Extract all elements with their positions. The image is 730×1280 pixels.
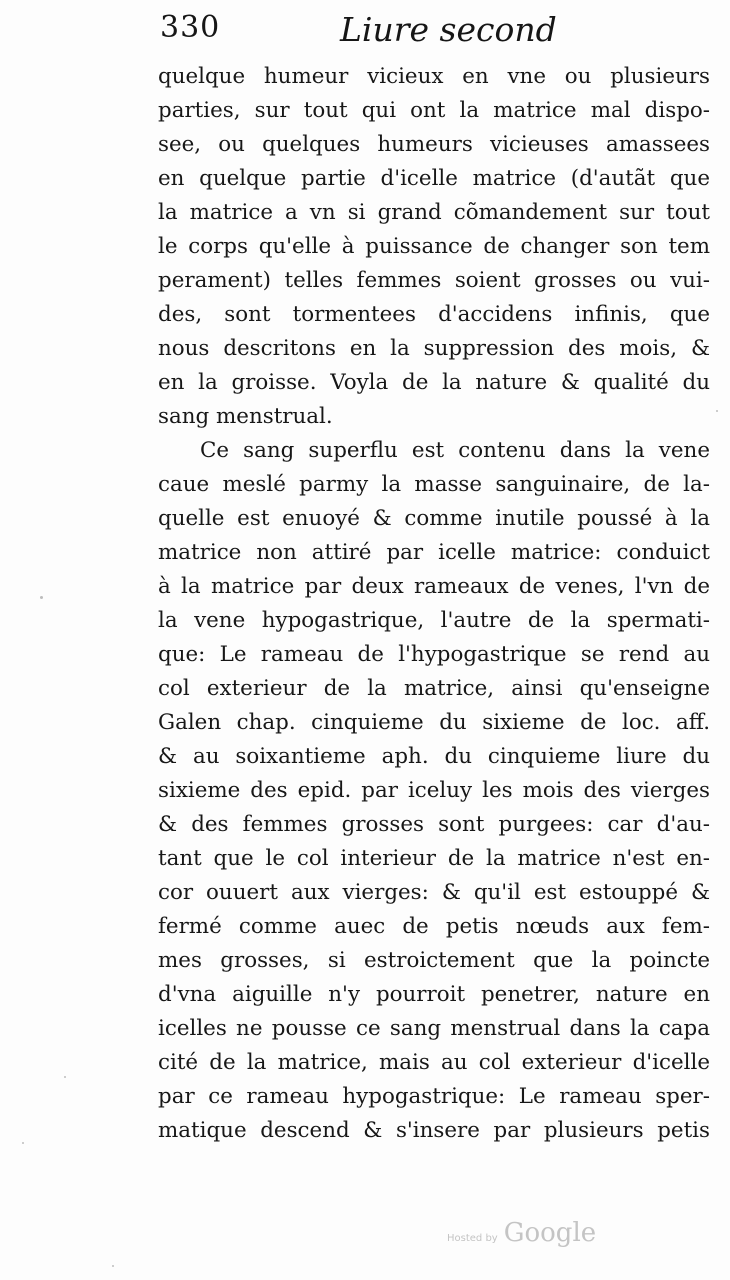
text-line: see, ou quelques humeurs vicieuses amassees xyxy=(158,132,710,157)
text-line: cor ouuert aux vierges: & qu'il est estouppé & xyxy=(158,880,710,905)
text-line: la vene hypogastrique, l'autre de la spermati- xyxy=(158,608,710,633)
text-line: col exterieur de la matrice, ainsi qu'enseigne xyxy=(158,676,710,701)
text-line: que: Le rameau de l'hypogastrique se rend au xyxy=(158,642,710,667)
scan-speck xyxy=(716,410,718,412)
text-line: d'vna aiguille n'y pourroit penetrer, nature en xyxy=(158,982,710,1007)
paragraph-end-line: sang menstrual. xyxy=(158,404,333,429)
scan-speck xyxy=(22,1142,24,1144)
hosted-by-label: Hosted by xyxy=(447,1233,498,1244)
text-line: quelle est enuoyé & comme inutile poussé à la xyxy=(158,506,710,531)
page-header xyxy=(160,10,710,54)
text-line: & au soixantieme aph. du cinquieme liure du xyxy=(158,744,710,769)
scan-speck xyxy=(40,596,43,599)
scan-speck xyxy=(112,1265,114,1267)
text-line: par ce rameau hypogastrique: Le rameau sper- xyxy=(158,1084,710,1109)
google-logo: Google xyxy=(503,1218,597,1248)
text-line: en la groisse. Voyla de la nature & qualité du xyxy=(158,370,710,395)
text-line: sixieme des epid. par iceluy les mois des vierges xyxy=(158,778,710,803)
paragraph-start-line: Ce sang superflu est contenu dans la vene xyxy=(200,438,710,463)
text-line: mes grosses, si estroictement que la poincte xyxy=(158,948,710,973)
text-line: des, sont tormentees d'accidens infinis, que xyxy=(158,302,710,327)
text-line: perament) telles femmes soient grosses ou vui- xyxy=(158,268,710,293)
page-number: 330 xyxy=(160,10,221,45)
text-line: en quelque partie d'icelle matrice (d'autãt que xyxy=(158,166,710,191)
text-line: icelles ne pousse ce sang menstrual dans la capa xyxy=(158,1016,710,1041)
scan-speck xyxy=(64,1076,66,1078)
text-line: tant que le col interieur de la matrice n'est en- xyxy=(158,846,710,871)
text-line: nous descritons en la suppression des mois, & xyxy=(158,336,710,361)
text-line: cité de la matrice, mais au col exterieur d'icelle xyxy=(158,1050,710,1075)
text-line: matrice non attiré par icelle matrice: conduict xyxy=(158,540,710,565)
text-line: fermé comme auec de petis nœuds aux fem- xyxy=(158,914,710,939)
text-line: parties, sur tout qui ont la matrice mal dispo- xyxy=(158,98,710,123)
text-line: matique descend & s'insere par plusieurs petis xyxy=(158,1118,710,1143)
body-text xyxy=(158,60,710,1148)
google-watermark xyxy=(447,1218,596,1252)
text-line: & des femmes grosses sont purgees: car d'au- xyxy=(158,812,710,837)
text-line: à la matrice par deux rameaux de venes, l'vn de xyxy=(158,574,710,599)
text-line: la matrice a vn si grand cõmandement sur tout xyxy=(158,200,710,225)
running-head: Liure second xyxy=(340,10,557,49)
text-line: caue meslé parmy la masse sanguinaire, de la- xyxy=(158,472,710,497)
text-line: quelque humeur vicieux en vne ou plusieurs xyxy=(158,64,710,89)
text-line: Galen chap. cinquieme du sixieme de loc. aff. xyxy=(158,710,710,735)
text-line: le corps qu'elle à puissance de changer son tem xyxy=(158,234,710,259)
